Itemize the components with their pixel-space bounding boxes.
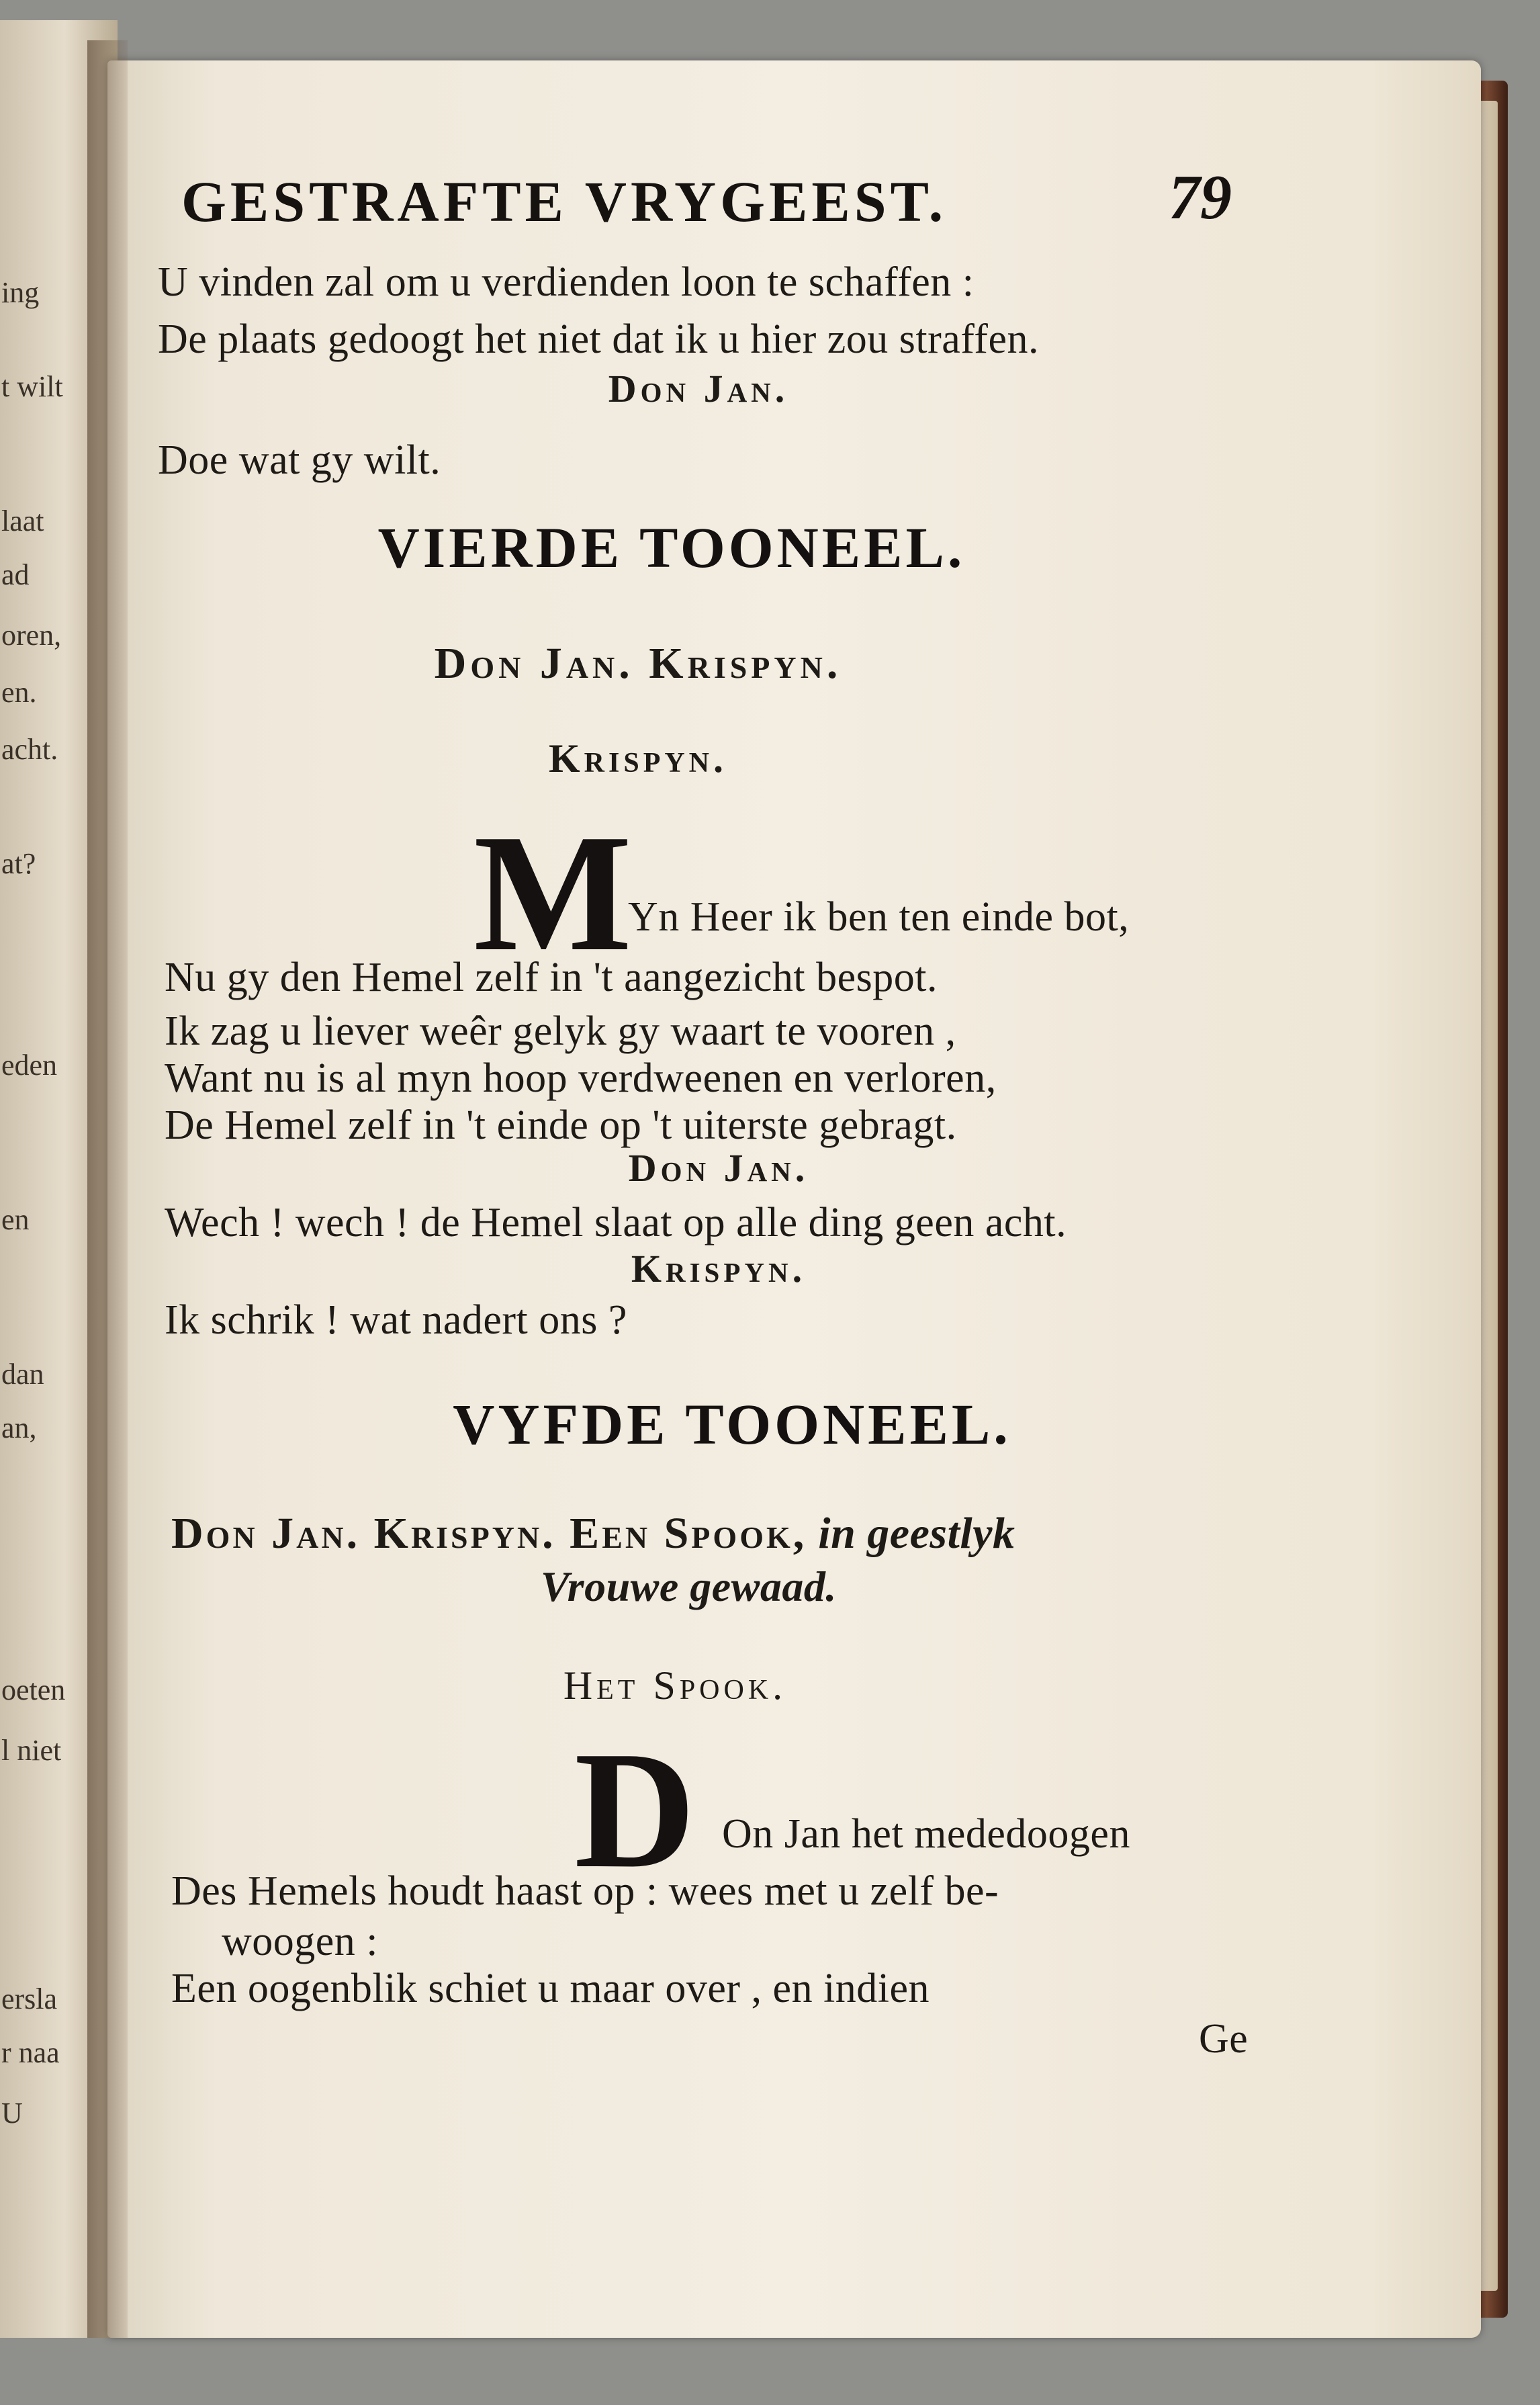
verse-line: Nu gy den Hemel zelf in 't aangezicht bespot.	[165, 955, 938, 1000]
left-fragment: laat	[1, 505, 44, 537]
verse-line: Wech ! wech ! de Hemel slaat op alle ding geen acht.	[165, 1200, 1067, 1245]
left-fragment: oeten	[1, 1673, 66, 1706]
verse-line: woogen :	[222, 1919, 379, 1964]
scene-cast-italic: Vrouwe gewaad.	[541, 1563, 837, 1610]
verse-line: Yn Heer ik ben ten einde bot,	[628, 894, 1130, 940]
left-fragment: dan	[1, 1358, 44, 1391]
left-fragment: r naa	[1, 2036, 60, 2069]
speaker-name: Don Jan.	[608, 367, 789, 410]
verse-line: U vinden zal om u verdienden loon te schaffen :	[158, 259, 975, 305]
left-fragment: en.	[1, 676, 37, 709]
verse-line: De plaats gedoogt het niet dat ik u hier zou straffen.	[158, 316, 1039, 362]
speaker-name: Krispyn.	[631, 1247, 807, 1291]
left-fragment: oren,	[1, 619, 62, 652]
verse-line: Ik zag u liever weêr gelyk gy waart te vooren ,	[165, 1008, 956, 1054]
left-fragment: t wilt	[1, 370, 63, 403]
verse-line: De Hemel zelf in 't einde op 't uiterste gebragt.	[165, 1102, 957, 1148]
verse-line: On Jan het mededoogen	[722, 1811, 1130, 1857]
scene-cast: Don Jan. Krispyn.	[434, 639, 842, 688]
catchword: Ge	[1199, 2016, 1249, 2062]
left-fragment: ad	[1, 558, 30, 591]
left-fragment: an,	[1, 1411, 37, 1444]
verse-line: Des Hemels houdt haast op : wees met u zelf be-	[171, 1868, 999, 1914]
verse-line: Want nu is al myn hoop verdweenen en verloren,	[165, 1055, 997, 1101]
scene-cast-roman: Don Jan. Krispyn. Een Spook,	[171, 1509, 807, 1558]
left-fragment: l niet	[1, 1734, 62, 1767]
scene-heading: VYFDE TOONEEL.	[453, 1392, 1011, 1456]
verse-line: Een oogenblik schiet u maar over , en indien	[171, 1966, 930, 2011]
scene-heading: VIERDE TOONEEL.	[377, 515, 966, 580]
verse-line: Doe wat gy wilt.	[158, 437, 441, 483]
left-fragment: at?	[1, 847, 36, 880]
speaker-name: Krispyn.	[548, 736, 728, 781]
left-fragment: U	[1, 2097, 23, 2130]
left-fragment: ersla	[1, 1982, 58, 2015]
left-fragment: ing	[1, 276, 40, 309]
left-fragment: acht.	[1, 733, 58, 766]
speaker-name: Don Jan.	[628, 1146, 809, 1190]
book-gutter	[87, 40, 128, 2338]
drop-cap: D	[574, 1717, 696, 1903]
scene-cast-italic: in geestlyk	[818, 1509, 1015, 1558]
left-fragment: en	[1, 1203, 30, 1236]
speaker-name: Het Spook.	[563, 1663, 787, 1708]
running-head-title: GESTRAFTE VRYGEEST.	[181, 169, 948, 234]
drop-cap: M	[473, 800, 632, 986]
scene-cast	[171, 1508, 1015, 1559]
verse-line: Ik schrik ! wat nadert ons ?	[165, 1297, 627, 1343]
left-fragment: eden	[1, 1049, 58, 1082]
page-number: 79	[1169, 163, 1232, 232]
